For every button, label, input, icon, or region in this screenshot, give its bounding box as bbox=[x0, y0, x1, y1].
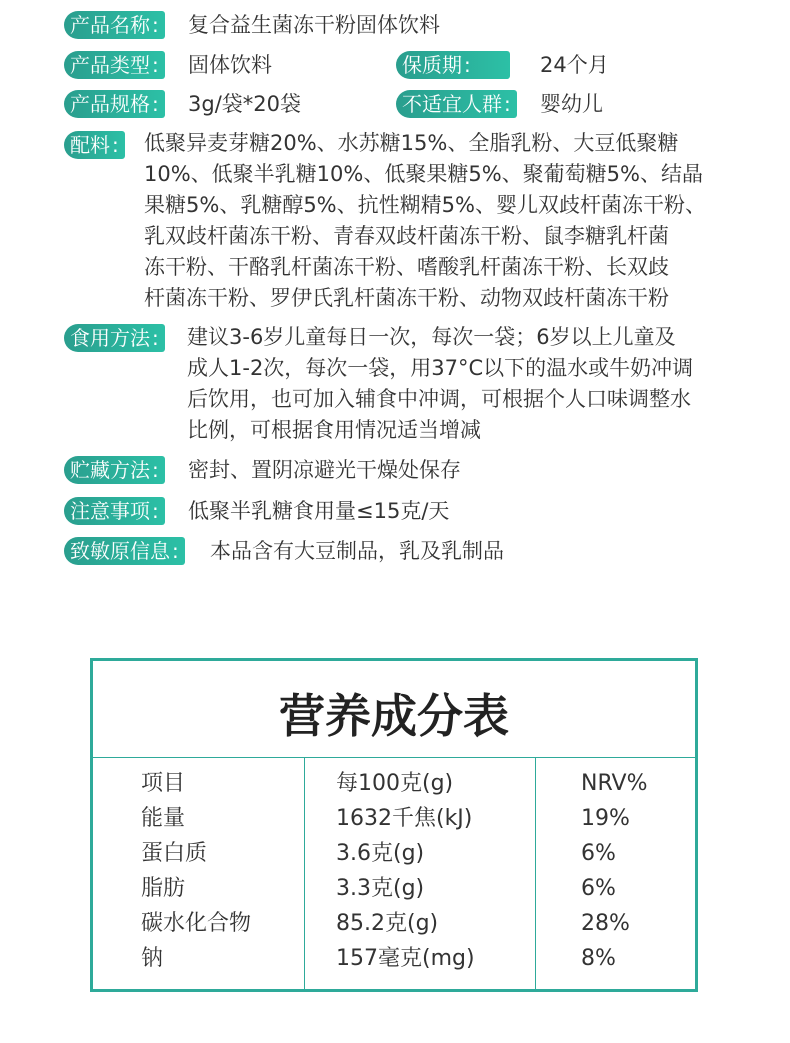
ingredients-tag: 配料 : bbox=[64, 131, 125, 159]
row-item: 脂肪 bbox=[141, 876, 186, 901]
header-nrv: NRV% bbox=[581, 771, 648, 796]
notice-tag: 注意事项 : bbox=[64, 497, 165, 525]
table-divider bbox=[93, 757, 695, 758]
row-amount: 3.6克(g) bbox=[336, 841, 425, 866]
row-nrv: 8% bbox=[581, 946, 616, 971]
storage-value: 密封、置阴凉避光干燥处保存 bbox=[188, 458, 461, 482]
nutrition-table bbox=[90, 658, 698, 992]
header-item: 项目 bbox=[141, 771, 186, 796]
product-spec-tag: 产品规格 : bbox=[64, 90, 165, 118]
row-nrv: 28% bbox=[581, 911, 630, 936]
product-type-tag: 产品类型 : bbox=[64, 51, 165, 79]
row-amount: 85.2克(g) bbox=[336, 911, 439, 936]
shelf-life-tag: 保质期 : bbox=[396, 51, 510, 79]
header-per-100g: 每100克(g) bbox=[336, 771, 454, 796]
row-item: 蛋白质 bbox=[141, 841, 208, 866]
row-amount: 1632千焦(kJ) bbox=[336, 806, 473, 831]
usage-tag: 食用方法 : bbox=[64, 324, 165, 352]
row-nrv: 19% bbox=[581, 806, 630, 831]
row-item: 钠 bbox=[141, 946, 164, 971]
unsuitable-value: 婴幼儿 bbox=[540, 92, 603, 116]
shelf-life-value: 24个月 bbox=[540, 53, 609, 77]
product-name-value: 复合益生菌冻干粉固体饮料 bbox=[188, 13, 440, 37]
product-type-value: 固体饮料 bbox=[188, 53, 272, 77]
product-name-tag: 产品名称 : bbox=[64, 11, 165, 39]
row-item: 能量 bbox=[141, 806, 186, 831]
storage-tag: 贮藏方法 : bbox=[64, 456, 165, 484]
usage-text: 建议3-6岁儿童每日一次，每次一袋；6岁以上儿童及 成人1-2次，每次一袋，用37°C以下的温水或牛奶冲调 后饮用，也可加入辅食中冲调，可根据个人口味调整水 比例，可根据食用情况适当增减 bbox=[187, 325, 694, 442]
nutrition-table-title: 营养成分表 bbox=[279, 689, 509, 743]
row-item: 碳水化合物 bbox=[141, 911, 252, 936]
row-nrv: 6% bbox=[581, 841, 616, 866]
unsuitable-tag: 不适宜人群 : bbox=[396, 90, 517, 118]
row-amount: 157毫克(mg) bbox=[336, 946, 475, 971]
product-spec-value: 3g/袋*20袋 bbox=[188, 92, 301, 116]
row-amount: 3.3克(g) bbox=[336, 876, 425, 901]
table-column-divider bbox=[535, 758, 536, 989]
allergen-value: 本品含有大豆制品，乳及乳制品 bbox=[210, 539, 504, 563]
notice-value: 低聚半乳糖食用量≤15克/天 bbox=[188, 499, 450, 523]
table-column-divider bbox=[304, 758, 305, 989]
allergen-tag: 致敏原信息 : bbox=[64, 537, 185, 565]
row-nrv: 6% bbox=[581, 876, 616, 901]
ingredients-text: 低聚异麦芽糖20%、水苏糖15%、全脂乳粉、大豆低聚糖 10%、低聚半乳糖10%、低聚果糖5%、聚葡萄糖5%、结晶 果糖5%、乳糖醇5%、抗性糊精5%、婴儿双歧杆菌冻干粉、 乳双歧杆菌冻干粉、青春双歧杆菌冻干粉、鼠李糖乳杆菌 冻干粉、干酪乳杆菌冻干粉、嗜酸乳杆菌冻干粉、长双歧 杆菌冻干粉、罗伊氏乳杆菌冻干粉、动物双歧杆菌冻干粉 bbox=[144, 131, 706, 310]
